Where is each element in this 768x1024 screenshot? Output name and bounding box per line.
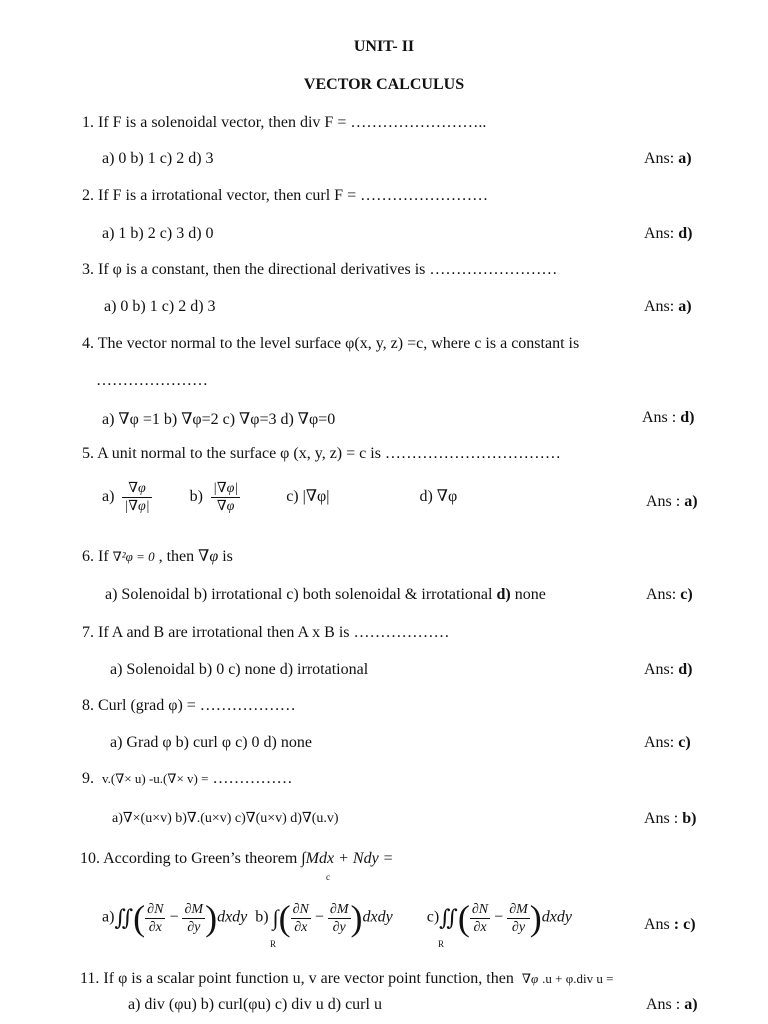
question-10-answer: Ans : c) — [644, 916, 696, 933]
question-6-answer: Ans: c) — [646, 586, 693, 603]
question-11-answer: Ans : a) — [646, 996, 698, 1013]
question-7-answer: Ans: d) — [644, 661, 693, 678]
question-5-options: a) $\frac{\nabla\varphi}{|\nabla\varphi|}$ b) $\frac{|\nabla\varphi|}{\nabla\varphi}$ c) |∇φ| d) ∇φ — [102, 481, 458, 514]
subject-title: VECTOR CALCULUS — [303, 76, 465, 93]
green-contour-label: c — [326, 872, 330, 882]
region-label-c: R — [438, 939, 445, 949]
question-9-answer: Ans : b) — [644, 810, 697, 827]
unit-title: UNIT- II — [353, 38, 415, 55]
question-7-options: a) Solenoidal b) 0 c) none d) irrotational — [110, 661, 369, 678]
question-5-answer: Ans : a) — [646, 493, 698, 510]
question-5: 5. A unit normal to the surface φ (x, y, z) = c is …………………………… — [82, 445, 561, 462]
question-4-options: a) ∇φ =1 b) ∇φ=2 c) ∇φ=3 d) ∇φ=0 — [102, 411, 336, 428]
q5-option-a-fraction: $\frac{\nabla\varphi}{|\nabla\varphi|}$ — [124, 481, 150, 514]
question-3: 3. If φ is a constant, then the directional derivatives is …………………… — [82, 261, 558, 278]
question-9-options: a)∇×(u×v) b)∇.(u×v) c)∇(u×v) d)∇(u.v) — [112, 811, 339, 826]
question-7: 7. If A and B are irrotational then A x B is ……………… — [82, 624, 450, 641]
question-6: 6. If ∇²φ = 0 , then ∇φ is — [82, 548, 233, 565]
question-9: 9. v.(∇× u) -u.(∇× v) = …………… — [82, 770, 293, 787]
question-4: 4. The vector normal to the level surface φ(x, y, z) =c, where c is a constant is — [82, 335, 580, 352]
question-8: 8. Curl (grad φ) = ……………… — [82, 697, 296, 714]
question-11-options: a) div (φu) b) curl(φu) c) div u d) curl u — [128, 996, 382, 1013]
question-11: 11. If φ is a scalar point function u, v are vector point function, then ∇φ .u + φ.div u = — [80, 970, 614, 987]
question-2: 2. If F is a irrotational vector, then curl F = …………………… — [82, 187, 489, 204]
question-1: 1. If F is a solenoidal vector, then div F = …………………….. — [82, 114, 487, 131]
q5-option-b-fraction: $\frac{|\nabla\varphi|}{\nabla\varphi}$ — [212, 481, 239, 514]
question-3-answer: Ans: a) — [644, 298, 692, 315]
question-2-options: a) 1 b) 2 c) 3 d) 0 — [102, 225, 214, 242]
question-8-options: a) Grad φ b) curl φ c) 0 d) none — [110, 734, 312, 751]
question-8-answer: Ans: c) — [644, 734, 691, 751]
question-2-answer: Ans: d) — [644, 225, 693, 242]
region-label-b: R — [270, 939, 277, 949]
question-10-options: a)∬( $\frac{\partial N}{\partial x}$ − $\frac{\partial M}{\partial y}$ )dxdy b) ∫( $\frac{\partial N}{\partial x}$ − $\frac{\partial M}{\partial y}$ )dxdy c)∬( $\frac{\partial N}{\partial x}$ − $\frac{\partial M}{\partial y}$ )dxdy — [102, 898, 572, 938]
question-4-blank: ………………… — [96, 372, 208, 389]
question-10: 10. According to Green’s theorem ∫Mdx + Ndy = — [80, 850, 394, 867]
question-6-options: a) Solenoidal b) irrotational c) both solenoidal & irrotational d) none — [105, 586, 546, 603]
question-1-options: a) 0 b) 1 c) 2 d) 3 — [102, 150, 214, 167]
question-1-answer: Ans: a) — [644, 150, 692, 167]
question-3-options: a) 0 b) 1 c) 2 d) 3 — [104, 298, 216, 315]
question-4-answer: Ans : d) — [642, 409, 695, 426]
